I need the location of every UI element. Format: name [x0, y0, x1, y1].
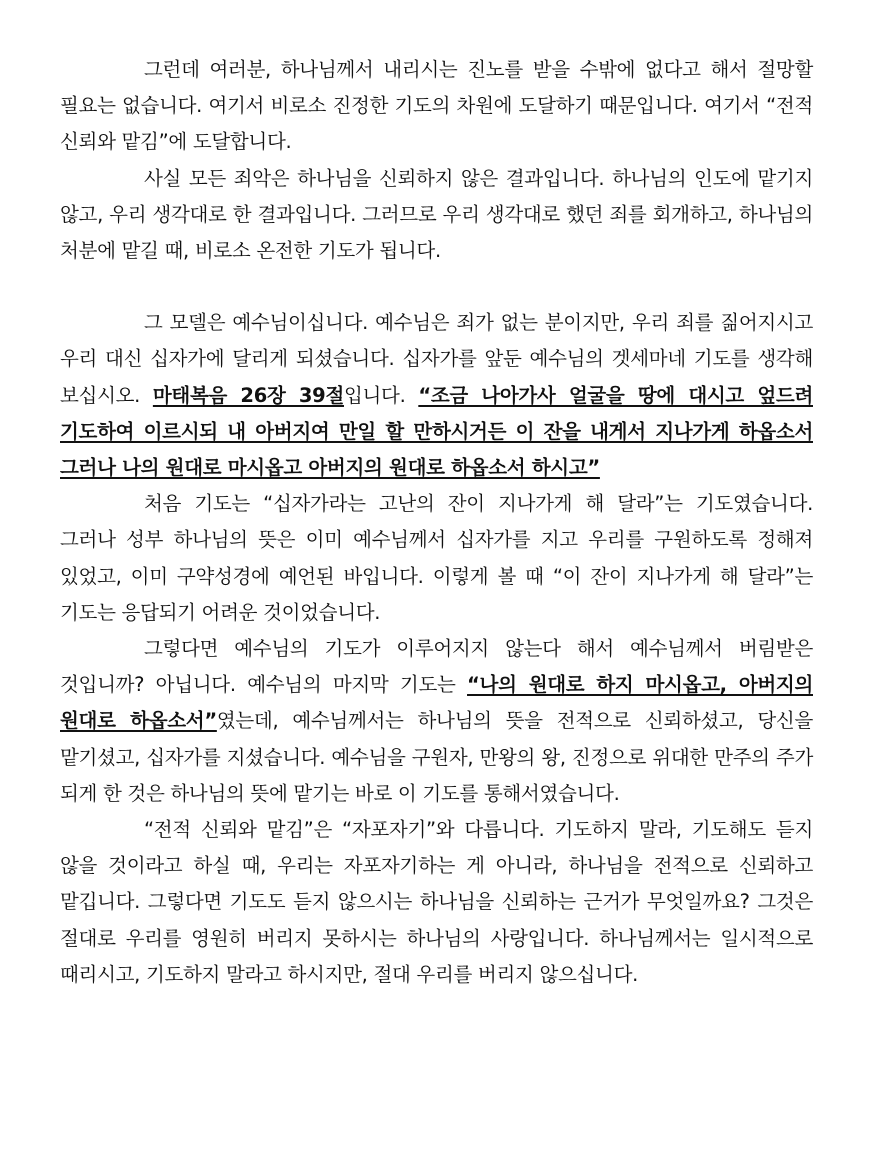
paragraph-2-text: 사실 모든 죄악은 하나님을 신뢰하지 않은 결과입니다. 하나님의 인도에 맡기지 않고, 우리 생각대로 한 결과입니다. 그러므로 우리 생각대로 했던 죄를 회개하고, 하나님의 처분에 맡길 때, 비로소 온전한 기도가 됩니다.	[60, 166, 813, 263]
paragraph-4	[60, 486, 813, 631]
paragraph-3-text: 그 모델은 예수님이십니다. 예수님은 죄가 없는 분이지만, 우리 죄를 짊어지시고 우리 대신 십자가에 달리게 되셨습니다. 십자가를 앞둔 예수님의 겟세마네 기도를 생각해 보십시오.	[60, 311, 813, 407]
paragraph-1	[60, 52, 813, 161]
paragraph-6	[60, 812, 813, 993]
paragraph-5	[60, 631, 813, 812]
paragraph-2	[60, 161, 813, 270]
scripture-reference: 마태복음 26장 39절	[152, 383, 344, 407]
paragraph-spacer	[60, 269, 813, 305]
paragraph-6-text: “전적 신뢰와 맡김”은 “자포자기”와 다릅니다. 기도하지 말라, 기도해도 듣지 않을 것이라고 하실 때, 우리는 자포자기하는 게 아니라, 하나님을 전적으로 신뢰하고 맡깁니다. 그렇다면 기도도 듣지 않으시는 하나님을 신뢰하는 근거가 무엇일까요? 그것은 절대로 우리를 영원히 버리지 못하시는 하나님의 사랑입니다. 하나님께서는 일시적으로 때리시고, 기도하지 말라고 하시지만, 절대 우리를 버리지 않으십니다.	[60, 818, 813, 986]
scripture-quote: “조금 나아가사 얼굴을 땅에 대시고 엎드려 기도하여 이르시되 내 아버지여 만일 할 만하시거든 이 잔을 내게서 지나가게 하옵소서 그러나 나의 원대로 마시옵고 아버지의 원대로 하옵소서 하시고”	[60, 383, 813, 480]
prayer-quote: “나의 원대로 하지 마시옵고, 아버지의 원대로 하옵소서”	[60, 673, 813, 733]
paragraph-3	[60, 305, 813, 486]
paragraph-4-text: 처음 기도는 “십자가라는 고난의 잔이 지나가게 해 달라”는 기도였습니다. 그러나 성부 하나님의 뜻은 이미 예수님께서 십자가를 지고 우리를 구원하도록 정해져 있었고, 이미 구약성경에 예언된 바입니다. 이렇게 볼 때 “이 잔이 지나가게 해 달라”는 기도는 응답되기 어려운 것이었습니다.	[60, 492, 813, 624]
paragraph-1-text: 그런데 여러분, 하나님께서 내리시는 진노를 받을 수밖에 없다고 해서 절망할 필요는 없습니다. 여기서 비로소 진정한 기도의 차원에 도달하기 때문입니다. 여기서 “전적 신뢰와 맡김”에 도달합니다.	[60, 58, 813, 154]
paragraph-5-text: 그렇다면 예수님의 기도가 이루어지지 않는다 해서 예수님께서 버림받은 것입니까? 아닙니다. 예수님의 마지막 기도는	[60, 637, 813, 697]
paragraph-3-text-2: 입니다.	[343, 383, 419, 407]
paragraph-5-text-2: 였는데, 예수님께서는 하나님의 뜻을 전적으로 신뢰하셨고, 당신을 맡기셨고, 십자가를 지셨습니다. 예수님을 구원자, 만왕의 왕, 진정으로 위대한 만주의 주가 되게 한 것은 하나님의 뜻에 맡기는 바로 이 기도를 통해서였습니다.	[60, 709, 813, 805]
